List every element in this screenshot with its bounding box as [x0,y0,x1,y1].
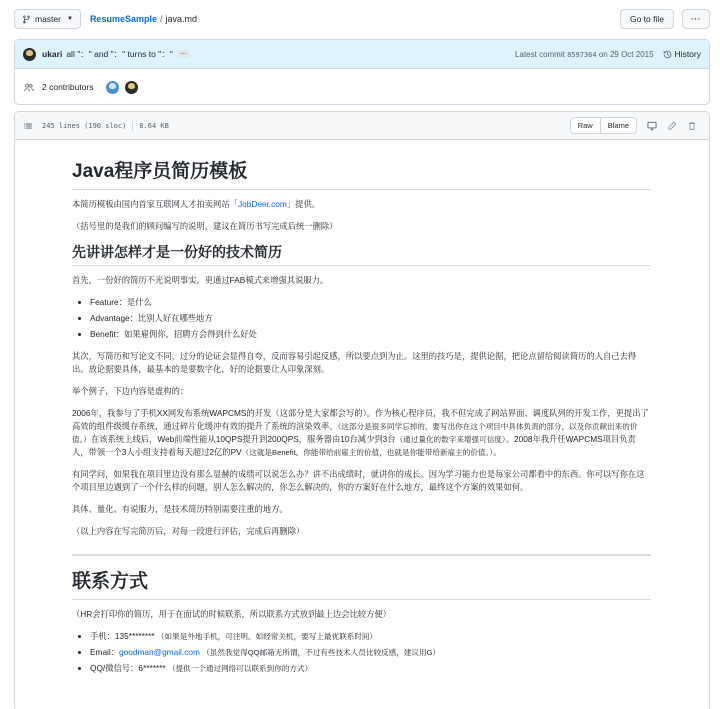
history-link[interactable] [663,49,701,59]
file-actions-group [570,117,637,134]
contributors-count[interactable]: 2 contributors [42,82,94,92]
branch-selector[interactable] [14,9,81,29]
list-item-phone [90,630,651,643]
list-item-qq [90,662,651,675]
markdown-body [15,140,709,675]
paragraph-contact-note: （HR会打印你的简历，用于在面试的时候联系，所以联系方式放到最上边会比较方便） [72,608,391,619]
paragraph-example [72,407,651,459]
email-label: Email： [90,646,120,657]
example-note: （这就是Benefit。你能带给前雇主的价值，也就是你能带给新雇主的价值。） [241,447,494,457]
contact-list [90,630,651,675]
trash-icon[interactable] [683,117,701,134]
git-branch-icon [22,15,31,24]
file-navigation [14,9,710,29]
paragraph-fab: 首先，一份好的简历不光说明事实，更通过FAB模式来增强其说服力。 [72,274,329,285]
history-icon [663,50,672,59]
divider [132,121,133,131]
jobdeer-link[interactable]: JobDeer.com [237,198,287,209]
breadcrumb-file-name: java.md [165,14,197,24]
paragraph-example-intro: 举个例子，下边内容是虚构的： [72,385,189,396]
email-link[interactable]: goodman@gmail.com [119,646,200,657]
commit-sha-link[interactable]: 8597364 [567,50,597,59]
latest-commit-info [515,50,654,59]
file-info [42,121,169,131]
list-item: • Feature：是什么 [90,296,651,309]
raw-button[interactable]: Raw [570,117,601,134]
example-note: （通过量化的数字来增强可信度） [395,434,506,444]
example-end: 。 [493,446,502,457]
file-viewer [14,111,710,709]
expand-commit-message-button[interactable]: … [177,50,190,58]
example-note: （这部分是很多同学忘掉的，要写出你在这个项目中具体负责的部分，以及你贡献出来的价值。） [72,421,638,444]
breadcrumb-separator: / [159,14,163,24]
breadcrumb [90,14,197,24]
horizontal-rule [72,554,651,556]
breadcrumb-repo-link[interactable]: ResumeSample [89,14,157,24]
intro-suffix: 」提供。 [286,198,321,209]
qq-text: QQ/微信号：6******* [90,662,166,673]
commit-author[interactable]: ukari [42,49,63,59]
example-text: 2006年，我参与了手机XX网发布系统WAPCMS的开发（这部分是大家都会写的）。作为核心程序员，我不但完成了网站界面、调度队列的开发工作，更提出了高效的组件级缓存系统，通过碎片化缓冲有效的提升了系统的渲染效率。 [72,407,649,431]
heading-title: Java程序员简历模板 [72,160,651,190]
latest-commit-label: Latest commit [515,49,565,59]
paragraph-growth: 有同学问，如果我在项目里边没有那么显赫的成绩可以说怎么办？讲不出成绩时，就讲你的成长。因为学习能力也是每家公司都看中的东西。你可以写你在这个项目里边遇到了一个什么样的问题，别人怎么解决的，你怎么解决的，你的方案好在什么地方，最终这个方案的效果如何。 [72,468,645,492]
example-text: 在该系统上线后，Web前端性能从10QPS提升到200QPS，服务器由10台减少到3台 [90,433,396,444]
latest-commit-box [14,39,710,105]
avatar[interactable] [23,48,36,61]
list-item: • Benefit：如果雇佣你，招聘方会得到什么好处 [90,328,651,341]
file-lines: 245 lines (190 sloc) [42,121,127,130]
fab-list [90,296,651,341]
file-size: 8.64 KB [139,121,169,130]
caret-down-icon: ▼ [66,16,73,22]
qq-note: （提供一个通过网络可以联系到你的方式） [167,663,313,673]
history-label: History [674,49,701,59]
phone-text: 手机：135******** [90,630,155,641]
intro-text: 本简历模板由国内首家互联网人才拍卖网站「 [72,198,238,209]
more-options-button[interactable]: ⋯ [682,9,710,29]
contributor-avatar[interactable] [125,81,138,94]
desktop-icon[interactable] [643,117,661,134]
commit-row [15,40,709,69]
paragraph-note: （括号里的是我们的顾问编写的说明，建议在简历书写完成后统一删除） [72,220,338,231]
contributor-avatar[interactable] [106,81,119,94]
go-to-file-button[interactable]: Go to file [620,9,674,29]
list-item-email [90,646,651,659]
paragraph-summary: 具体、量化、有说服力，是技术简历特别需要注重的地方。 [72,503,288,514]
phone-note: （如果是外地手机，可注明。如经常关机，要写上最优联系时间） [156,631,378,641]
email-note: （虽然我觉得QQ邮箱无所谓，不过有些技术人员比较反感，建议用G） [202,647,441,657]
list-item: • Advantage：比别人好在哪些地方 [90,312,651,325]
file-header [15,112,709,140]
paragraph-evidence: 其次，写简历和写论文不同，过分的论证会显得自夸，反而容易引起反感，所以要点到为止。这里的技巧是，提供论据，把论点留给阅读简历的人自己去得出。放论据要具体，最基本的是要数字化，好的论据要让人印象深刻。 [72,350,637,374]
commit-message[interactable]: all "：" and "：" turns to "：" [66,49,173,59]
blame-button[interactable]: Blame [601,117,637,134]
people-icon [24,83,34,92]
heading-contact: 联系方式 [72,570,651,600]
branch-name: master [35,14,61,24]
paragraph-intro [72,198,651,211]
example-text: 。2008年我升任WAPCMS项目负责人，带领一个3人小组支持着每天超过2亿的PV [72,433,636,457]
heading-good-resume: 先讲讲怎样才是一份好的技术简历 [72,243,651,266]
contributors-row [15,69,709,105]
outline-list-icon[interactable] [23,121,33,131]
paragraph-delete-note: （以上内容在写完简历后，对每一段进行评估，完成后再删除） [72,525,305,536]
pencil-icon[interactable] [663,117,681,134]
commit-date: on 29 Oct 2015 [598,49,654,59]
